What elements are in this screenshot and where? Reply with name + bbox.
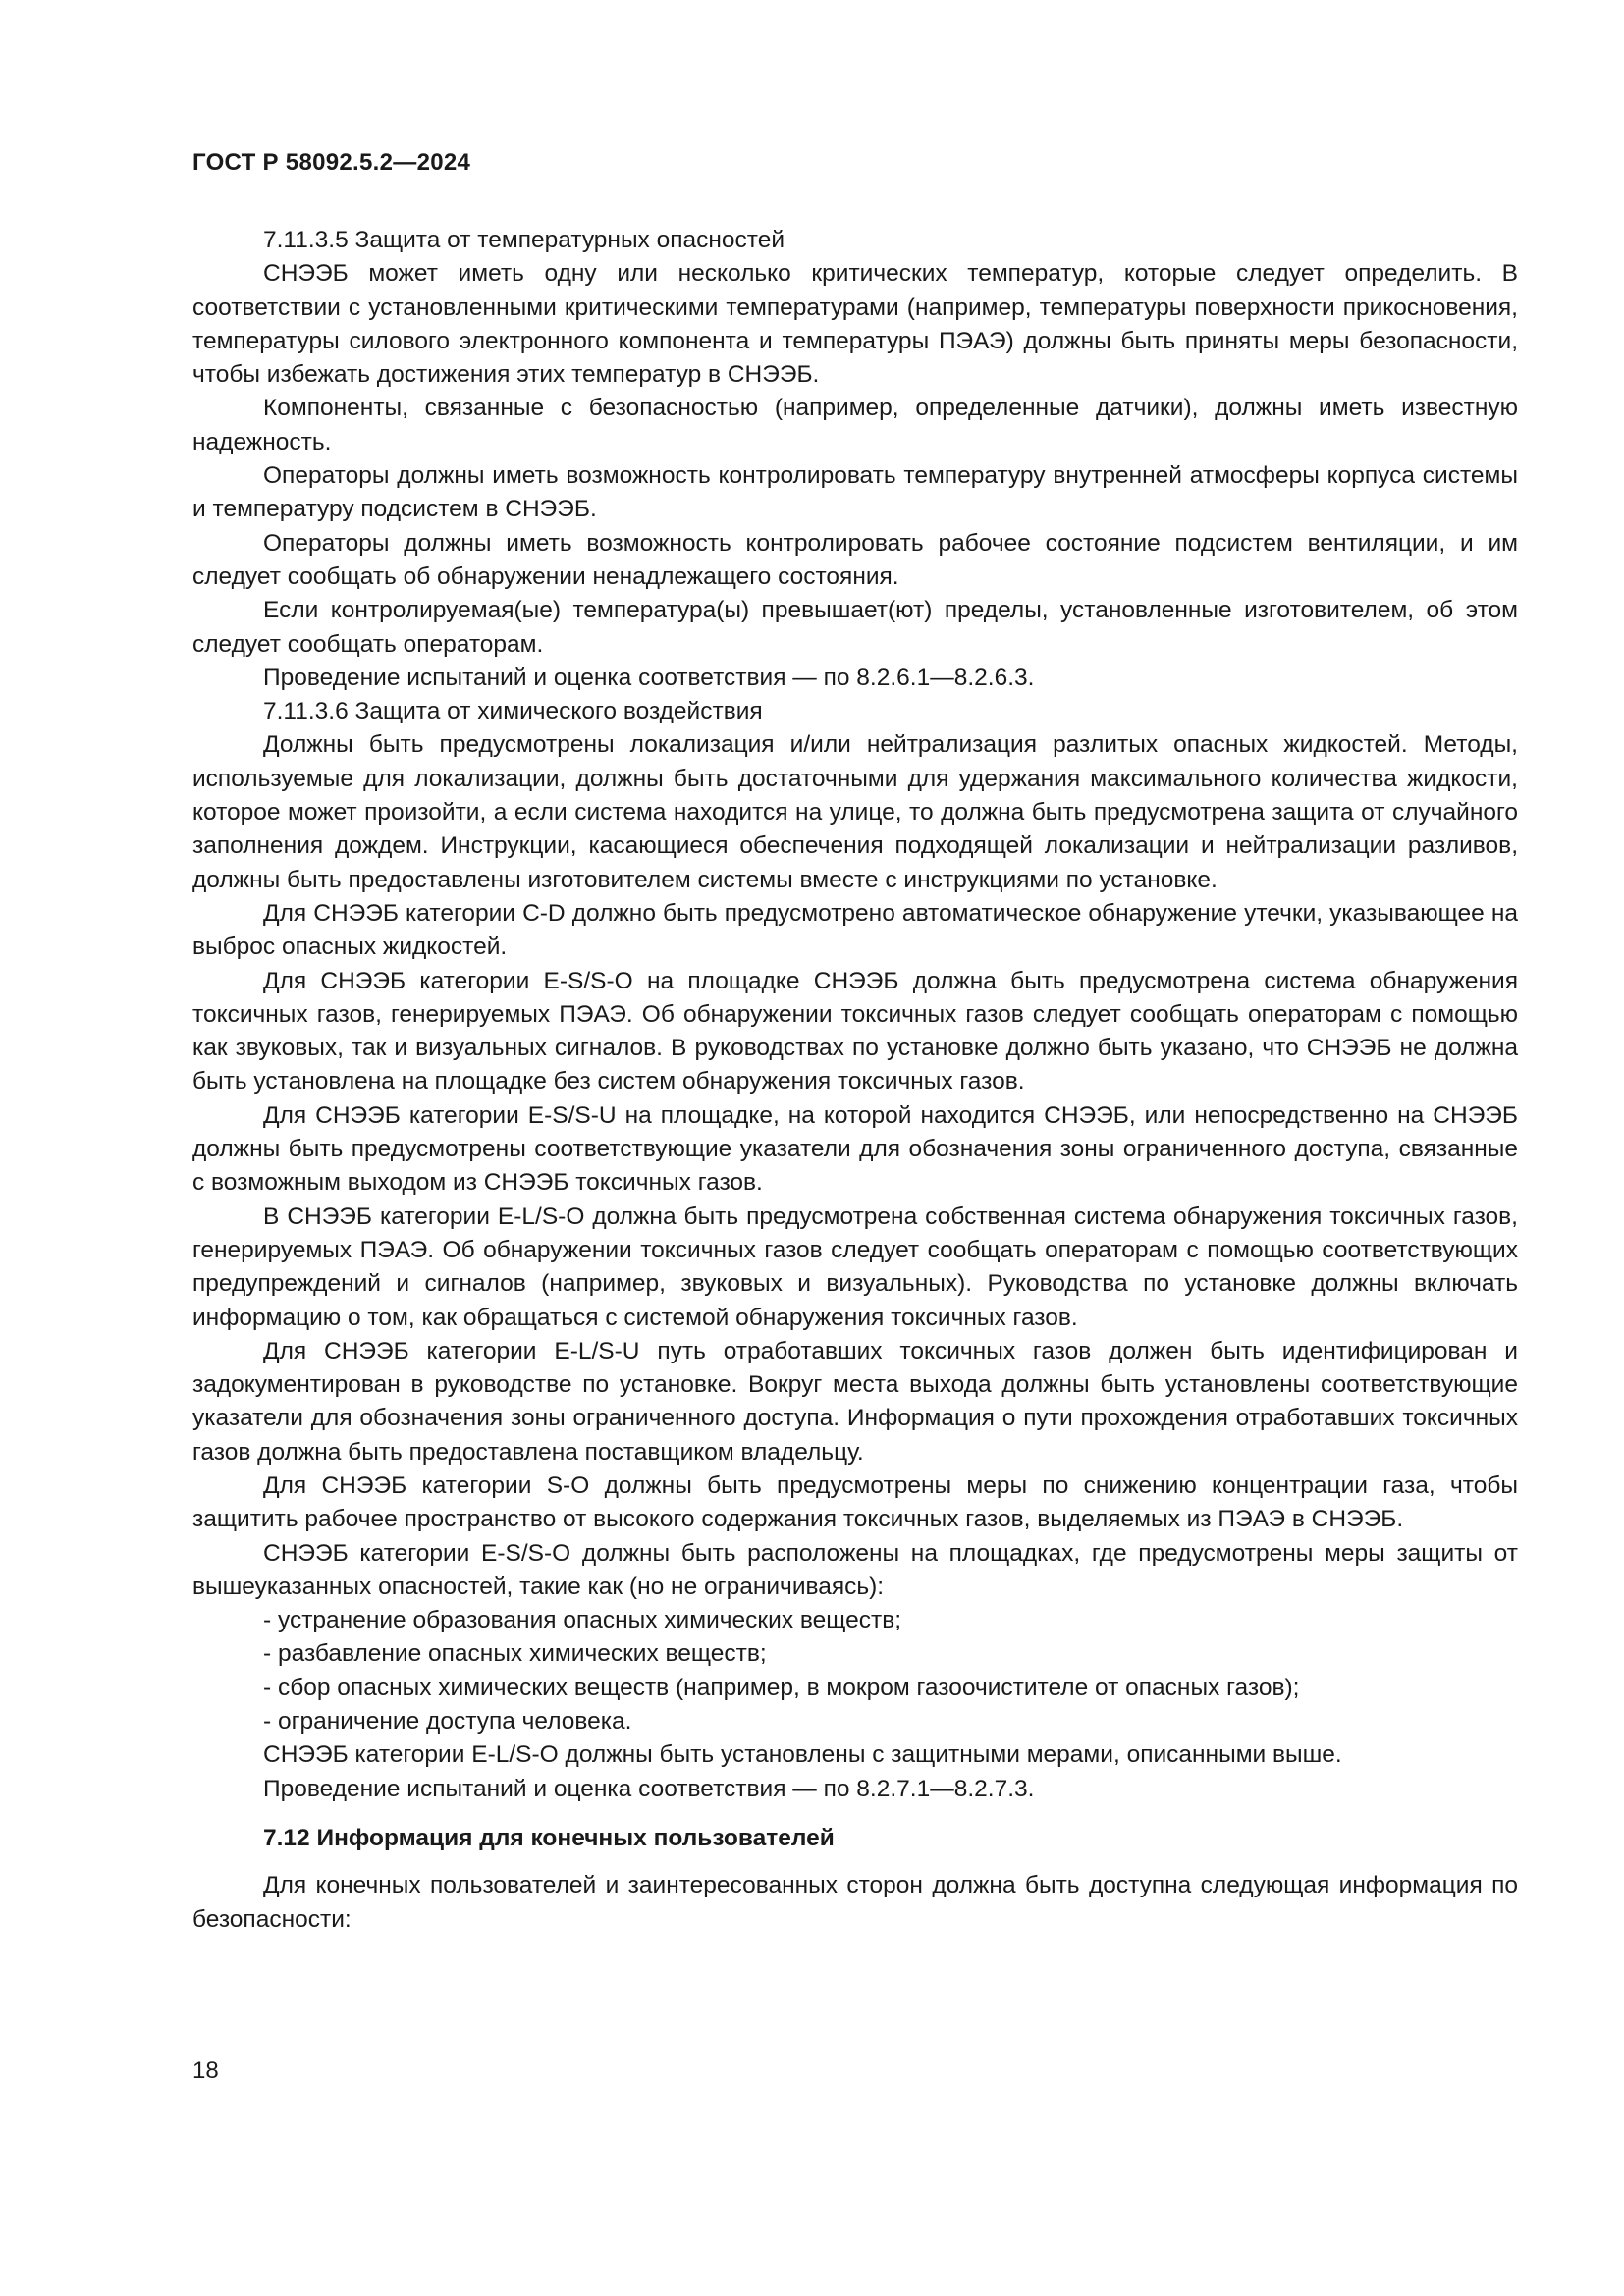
paragraph: Проведение испытаний и оценка соответствия — по 8.2.6.1—8.2.6.3.	[263, 664, 1035, 691]
list-item: - устранение образования опасных химических веществ;	[263, 1607, 902, 1634]
paragraph: Для СНЭЭБ категории E-S/S-U на площадке, на которой находится СНЭЭБ, или непосредственно на СНЭЭБ должны быть предусмотрены соответствующие указатели для обозначения зоны ограниченного доступа, связанные с возможным выходом из СНЭЭБ токсичных газов.	[192, 1101, 1518, 1197]
paragraph: Операторы должны иметь возможность контролировать температуру внутренней атмосферы корпуса системы и температуру подсистем в СНЭЭБ.	[192, 462, 1518, 523]
paragraph: СНЭЭБ категории E-L/S-O должны быть установлены с защитными мерами, описанными выше.	[263, 1741, 1342, 1769]
paragraph: Для СНЭЭБ категории E-L/S-U путь отработавших токсичных газов должен быть идентифицирован и задокументирован в руководстве по установке. Вокруг места выхода должны быть установлены соответствующие указатели для обозначения зоны ограниченного доступа. Информация о пути прохождения отработавших токсичных газов должна быть предоставлена поставщиком владельцу.	[192, 1337, 1518, 1466]
list-item: - сбор опасных химических веществ (например, в мокром газоочистителе от опасных газов);	[263, 1674, 1300, 1701]
paragraph: В СНЭЭБ категории E-L/S-O должна быть предусмотрена собственная система обнаружения токсичных газов, генерируемых ПЭАЭ. Об обнаружении токсичных газов следует сообщать операторам с помощью соответствующих предупреждений и сигналов (например, звуковых и визуальных). Руководства по установке должны включать информацию о том, как обращаться с системой обнаружения токсичных газов.	[192, 1202, 1518, 1331]
paragraph: Если контролируемая(ые) температура(ы) превышает(ют) пределы, установленные изготовителем, об этом следует сообщать операторам.	[192, 597, 1518, 658]
paragraph: Для СНЭЭБ категории E-S/S-O на площадке СНЭЭБ должна быть предусмотрена система обнаружения токсичных газов, генерируемых ПЭАЭ. Об обнаружении токсичных газов следует сообщать операторам с помощью как звуковых, так и визуальных сигналов. В руководствах по установке должно быть указано, что СНЭЭБ не должна быть установлена на площадке без систем обнаружения токсичных газов.	[192, 967, 1518, 1095]
paragraph: Операторы должны иметь возможность контролировать рабочее состояние подсистем вентиляции, и им следует сообщать об обнаружении ненадлежащего состояния.	[192, 529, 1518, 590]
paragraph: Компоненты, связанные с безопасностью (например, определенные датчики), должны иметь известную надежность.	[192, 395, 1518, 455]
paragraph: Для СНЭЭБ категории C-D должно быть предусмотрено автоматическое обнаружение утечки, указывающее на выброс опасных жидкостей.	[192, 899, 1518, 961]
paragraph: СНЭЭБ категории E-S/S-O должны быть расположены на площадках, где предусмотрены меры защиты от вышеуказанных опасностей, такие как (но не ограничиваясь):	[192, 1539, 1518, 1600]
list-item: - ограничение доступа человека.	[263, 1708, 632, 1735]
list-item: - разбавление опасных химических веществ;	[263, 1640, 767, 1668]
document-body	[192, 224, 1518, 1937]
section-heading-7-12: 7.12 Информация для конечных пользователей	[263, 1824, 835, 1851]
paragraph: Для СНЭЭБ категории S-O должны быть предусмотрены меры по снижению концентрации газа, чтобы защитить рабочее пространство от высокого содержания токсичных газов, выделяемых из ПЭАЭ в СНЭЭБ.	[192, 1471, 1518, 1533]
page-number: 18	[192, 2057, 219, 2084]
paragraph: Проведение испытаний и оценка соответствия — по 8.2.7.1—8.2.7.3.	[263, 1775, 1035, 1802]
document-header: ГОСТ Р 58092.5.2—2024	[192, 149, 471, 176]
paragraph: СНЭЭБ может иметь одну или несколько критических температур, которые следует определить. В соответствии с установленными критическими температурами (например, температуры поверхности прикосновения, температуры силового электронного компонента и температуры ПЭАЭ) должны быть приняты меры безопасности, чтобы избежать достижения этих температур в СНЭЭБ.	[192, 260, 1518, 389]
paragraph: Должны быть предусмотрены локализация и/или нейтрализация разлитых опасных жидкостей. Методы, используемые для локализации, должны быть достаточными для удержания максимального количества жидкости, которое может произойти, а если система находится на улице, то должна быть предусмотрена защита от случайного заполнения дождем. Инструкции, касающиеся обеспечения подходящей локализации и нейтрализации разливов, должны быть предоставлены изготовителем системы вместе с инструкциями по установке.	[192, 731, 1518, 893]
clause-title-7-11-3-5: 7.11.3.5 Защита от температурных опасностей	[263, 227, 785, 253]
clause-title-7-11-3-6: 7.11.3.6 Защита от химического воздействия	[263, 698, 763, 725]
section-intro: Для конечных пользователей и заинтересованных сторон должна быть доступна следующая информация по безопасности:	[192, 1872, 1518, 1933]
